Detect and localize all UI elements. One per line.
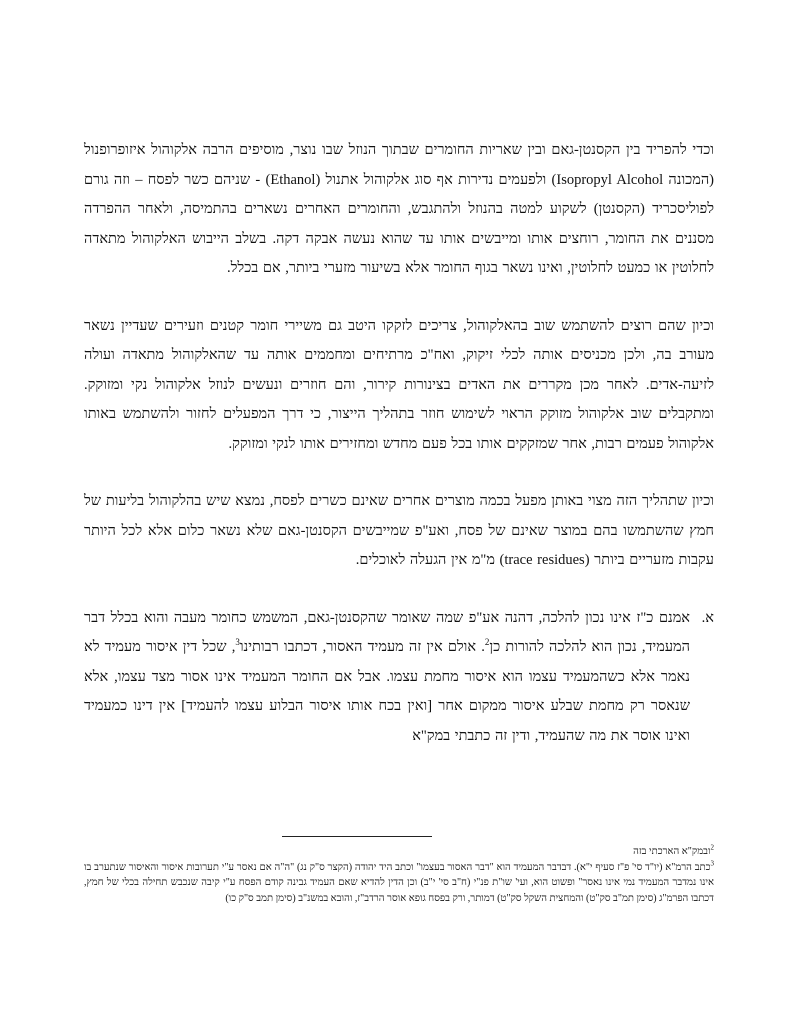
footnote-separator — [282, 836, 432, 837]
list-item-letter: א. — [701, 609, 714, 626]
footnote-2 — [84, 844, 714, 860]
footnote-ref-3[interactable]: 3 — [235, 637, 240, 648]
list-item-text-part1: אמנם כ"ז אינו נכון להלכה, דהנה אע"פ שמה שאומר שהקסנטן-גאם, המשמש כחומר מעבה והוא בכלל דבר המעמיד, נכון הוא להלכה להורות כן — [84, 609, 690, 655]
list-item-text-part2: . אולם אין זה מעמיד האסור, דכתבו רבותינו — [239, 639, 485, 655]
paragraph-1: וכדי להפריד בין הקסנטן-גאם ובין שאריות החומרים שבתוך הנוזל שבו נוצר, מוסיפים הרבה אלקוהול איזופרופנול (המכונה Isopropyl Alcohol) ולפעמים נדירות אף סוג אלקוהול אתנול (Ethanol) - שניהם כשר לפסח – וזה גורם לפוליסכריד (הקסנטן) לשקוע למטה בהנוזל ולהתגבש, והחומרים האחרים נשארים בהתמיסה, ולאחר ההפרדה מסננים את החומר, רוחצים אותו ומייבשים אותו עד שהוא נעשה אבקה דקה. בשלב הייבוש האלקוהול מתאדה לחלוטין או כמעט לחלוטין, ואינו נשאר בגוף החומר אלא בשיעור מזערי ביותר, אם בכלל. — [84, 142, 715, 276]
footnote-3 — [84, 860, 714, 907]
footnote-text: ובמק"א הארכתי בזה — [633, 846, 711, 857]
paragraph-3: וכיון שתהליך הזה מצוי באותן מפעל בכמה מוצרים אחרים שאינם כשרים לפסח, נמצא שיש בהלקוהול בליעות של חמץ שהשתמשו בהם במוצר שאינם של פסח, ואע"פ שמייבשים הקסנטן-גאם שלא נשאר כלום אלא לכל היותר עקבות מזעריים ביותר (trace residues) מ"מ אין הגעלה לאוכלים. — [84, 493, 714, 568]
footnote-number: 3 — [710, 859, 714, 868]
footnote-text: כתב הרמ"א (יו"ד סי' פ"ז סעיף י"א). דבדבר המעמיד הוא "דבר האסור בעצמו" וכתב היד יהודה (הקצר ס"ק נג) "ה"ה אם נאסר ע"י תערובות איסור והאיסור שנתערב בו אינו נמדבר המעמיד נמי אינו נאסר" ופשוט הוא, ועי' שו"ת פנ"י (ח"ב סי' י"ב) וכן הדין להדיא שאם העמיד גבינה קודם הפסח ע"י קיבה שנכבש תחילה בכלי של חמץ, דכתבו הפרמ"ג (סימן תמ"ב סק"ט) והמחצית השקל סק"ט) דמותר, ורק בפסח גופא אוסר הרדב"ז, והובא במשנ"ב (סימן תמב ס"ק כו) — [84, 861, 714, 904]
document-body — [84, 136, 714, 779]
footnote-number: 2 — [710, 843, 714, 852]
footnotes — [84, 844, 714, 906]
list-item-a — [84, 604, 714, 752]
paragraph-2: וכיון שהם רוצים להשתמש שוב בהאלקוהול, צריכים לזקקו היטב גם משיירי חומר קטנים וזעירים שעדיין נשאר מעורב בה, ולכן מכניסים אותה לכלי זיקוק, ואח"כ מרתיחים ומחממים אותה עד שהאלקוהול מתאדה ועולה לזיעה-אדים. לאחר מכן מקררים את האדים בצינורות קירור, והם חוזרים ונעשים לנוזל אלקוהול נקי ומזוקק. ומתקבלים שוב אלקוהול מזוקק הראוי לשימוש חוזר בתהליך הייצור, כי דרך המפעלים לחזור ולהשתמש באותו אלקוהול פעמים רבות, אחר שמזקקים אותו בכל פעם מחדש ומחזירים אותו לנקי ומזוקק. — [84, 317, 714, 452]
footnote-ref-2[interactable]: 2 — [484, 637, 490, 648]
list-item-text-part3: , שכל דין איסור מעמיד לא נאמר אלא כשהמעמיד עצמו הוא איסור מחמת עצמו. אבל אם החומר המעמיד אינו אסור מצד עצמו, אלא שנאסר רק מחמת שבלע איסור ממקום אחר [ואין בכח אותו איסור הבלוע עצמו להעמיד] אין דינו כמעמיד ואינו אוסר את מה שהעמיד, ודין זה כתבתי במק"א — [84, 639, 690, 744]
